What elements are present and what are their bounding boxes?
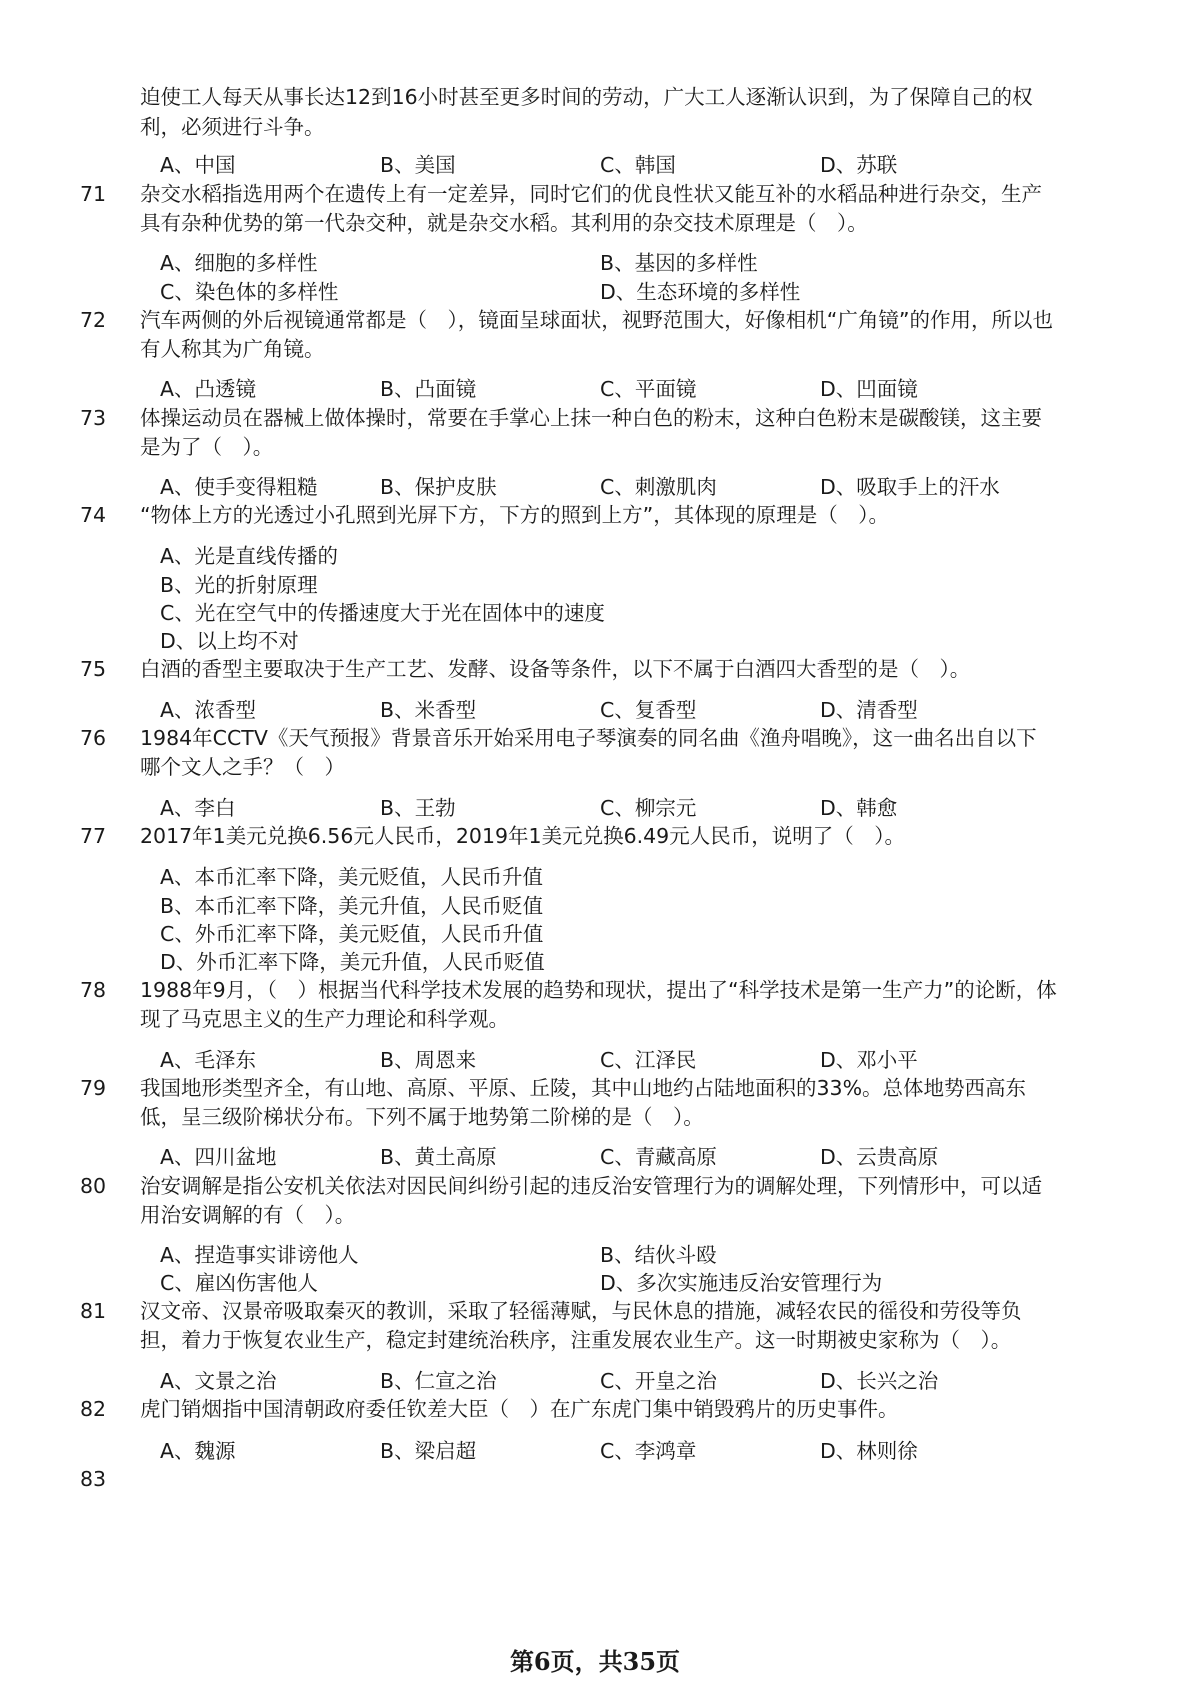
option-b: B、本币汇率下降，美元升值，人民币贬值 (160, 894, 544, 918)
option-b: B、基因的多样性 (600, 251, 758, 275)
option-c: C、刺激肌肉 (600, 475, 717, 499)
option-c: C、外币汇率下降，美元贬值，人民币升值 (160, 922, 544, 946)
question-number: 75 (80, 657, 107, 681)
question-stem-line: 用治安调解的有（ ）。 (140, 1203, 356, 1227)
option-a: A、光是直线传播的 (160, 544, 339, 568)
option-c: C、李鸿章 (600, 1439, 697, 1463)
option-a: A、使手变得粗糙 (160, 475, 318, 499)
option-b: B、结伙斗殴 (600, 1243, 717, 1267)
question-stem-line: 体操运动员在器械上做体操时，常要在手掌心上抹一种白色的粉末，这种白色粉末是碳酸镁，这主要 (140, 406, 1042, 430)
question-stem-line: 1988年9月，（ ）根据当代科学技术发展的趋势和现状，提出了“科学技术是第一生产力”的论断，体 (140, 978, 1057, 1002)
option-d: D、云贵高原 (820, 1145, 939, 1169)
option-d: D、外币汇率下降，美元升值，人民币贬值 (160, 950, 545, 974)
option-b: B、光的折射原理 (160, 573, 318, 597)
page-footer: 第6页，共35页 (509, 1647, 681, 1676)
question-number: 73 (80, 406, 107, 430)
question-stem-line: 1984年CCTV《天气预报》背景音乐开始采用电子琴演奏的同名曲《渔舟唱晚》，这一曲名出自以下 (140, 726, 1037, 750)
question-stem-line: 担，着力于恢复农业生产，稳定封建统治秩序，注重发展农业生产。这一时期被史家称为（ ）。 (140, 1328, 1012, 1352)
option-c: C、开皇之治 (600, 1369, 717, 1393)
question-number: 77 (80, 824, 107, 848)
question-number: 79 (80, 1076, 107, 1100)
option-b: B、黄土高原 (380, 1145, 497, 1169)
question-stem-line: 2017年1美元兑换6.56元人民币，2019年1美元兑换6.49元人民币，说明了（ ）。 (140, 824, 905, 848)
question-number: 74 (80, 503, 107, 527)
option-d: D、凹面镜 (820, 377, 918, 401)
option-a: A、凸透镜 (160, 377, 257, 401)
option-c: C、江泽民 (600, 1048, 697, 1072)
option-b: B、保护皮肤 (380, 475, 497, 499)
question-stem-line: 哪个文人之手？（ ） (140, 755, 345, 779)
question-stem-line: 汽车两侧的外后视镜通常都是（ ），镜面呈球面状，视野范围大，好像相机“广角镜”的作用，所以也 (140, 308, 1053, 332)
option-d: D、邓小平 (820, 1048, 918, 1072)
option-c: C、复香型 (600, 698, 697, 722)
option-a: A、中国 (160, 153, 236, 177)
option-b: B、周恩来 (380, 1048, 477, 1072)
option-c: C、柳宗元 (600, 796, 697, 820)
option-c: C、雇凶伤害他人 (160, 1271, 318, 1295)
option-d: D、生态环境的多样性 (600, 280, 801, 304)
question-stem-line: “物体上方的光透过小孔照到光屏下方，下方的照到上方”，其体现的原理是（ ）。 (140, 503, 889, 527)
question-stem-line: 具有杂种优势的第一代杂交种，就是杂交水稻。其利用的杂交技术原理是（ ）。 (140, 211, 868, 235)
question-stem-line: 利，必须进行斗争。 (140, 115, 325, 139)
question-number: 72 (80, 308, 107, 332)
question-number: 83 (80, 1467, 107, 1491)
option-a: A、本币汇率下降，美元贬值，人民币升值 (160, 865, 544, 889)
question-number: 78 (80, 978, 107, 1002)
option-a: A、毛泽东 (160, 1048, 257, 1072)
question-stem-line: 汉文帝、汉景帝吸取秦灭的教训，采取了轻徭薄赋，与民休息的措施，减轻农民的徭役和劳役等负 (140, 1299, 1022, 1323)
question-number: 71 (80, 182, 107, 206)
option-b: B、美国 (380, 153, 456, 177)
option-b: B、仁宣之治 (380, 1369, 497, 1393)
option-d: D、吸取手上的汗水 (820, 475, 1000, 499)
option-a: A、浓香型 (160, 698, 257, 722)
question-number: 76 (80, 726, 107, 750)
option-a: A、李白 (160, 796, 236, 820)
option-c: C、光在空气中的传播速度大于光在固体中的速度 (160, 601, 605, 625)
option-d: D、韩愈 (820, 796, 898, 820)
option-d: D、长兴之治 (820, 1369, 939, 1393)
question-stem-line: 迫使工人每天从事长达12到16小时甚至更多时间的劳动，广大工人逐渐认识到，为了保障自己的权 (140, 85, 1033, 109)
option-b: B、梁启超 (380, 1439, 477, 1463)
question-stem-line: 现了马克思主义的生产力理论和科学观。 (140, 1007, 509, 1031)
question-number: 80 (80, 1174, 107, 1198)
question-stem-line: 是为了（ ）。 (140, 435, 274, 459)
question-stem-line: 虎门销烟指中国清朝政府委任钦差大臣（ ）在广东虎门集中销毁鸦片的历史事件。 (140, 1397, 899, 1421)
question-stem-line: 杂交水稻指选用两个在遗传上有一定差异，同时它们的优良性状又能互补的水稻品种进行杂交，生产 (140, 182, 1042, 206)
option-c: C、染色体的多样性 (160, 280, 339, 304)
question-stem-line: 有人称其为广角镜。 (140, 337, 325, 361)
question-number: 81 (80, 1299, 107, 1323)
option-a: A、文景之治 (160, 1369, 277, 1393)
option-c: C、青藏高原 (600, 1145, 717, 1169)
option-a: A、细胞的多样性 (160, 251, 318, 275)
question-stem-line: 低，呈三级阶梯状分布。下列不属于地势第二阶梯的是（ ）。 (140, 1105, 704, 1129)
question-stem-line: 白酒的香型主要取决于生产工艺、发酵、设备等条件，以下不属于白酒四大香型的是（ ）。 (140, 657, 971, 681)
option-d: D、多次实施违反治安管理行为 (600, 1271, 883, 1295)
option-c: C、韩国 (600, 153, 676, 177)
option-d: D、苏联 (820, 153, 898, 177)
question-number: 82 (80, 1397, 107, 1421)
option-b: B、米香型 (380, 698, 477, 722)
question-stem-line: 治安调解是指公安机关依法对因民间纠纷引起的违反治安管理行为的调解处理，下列情形中，可以适 (140, 1174, 1042, 1198)
option-d: D、以上均不对 (160, 629, 299, 653)
option-d: D、林则徐 (820, 1439, 918, 1463)
option-b: B、凸面镜 (380, 377, 477, 401)
option-d: D、清香型 (820, 698, 918, 722)
option-a: A、捏造事实诽谤他人 (160, 1243, 359, 1267)
option-c: C、平面镜 (600, 377, 697, 401)
option-a: A、魏源 (160, 1439, 236, 1463)
option-b: B、王勃 (380, 796, 456, 820)
option-a: A、四川盆地 (160, 1145, 277, 1169)
question-stem-line: 我国地形类型齐全，有山地、高原、平原、丘陵，其中山地约占陆地面积的33%。总体地势西高东 (140, 1076, 1027, 1100)
